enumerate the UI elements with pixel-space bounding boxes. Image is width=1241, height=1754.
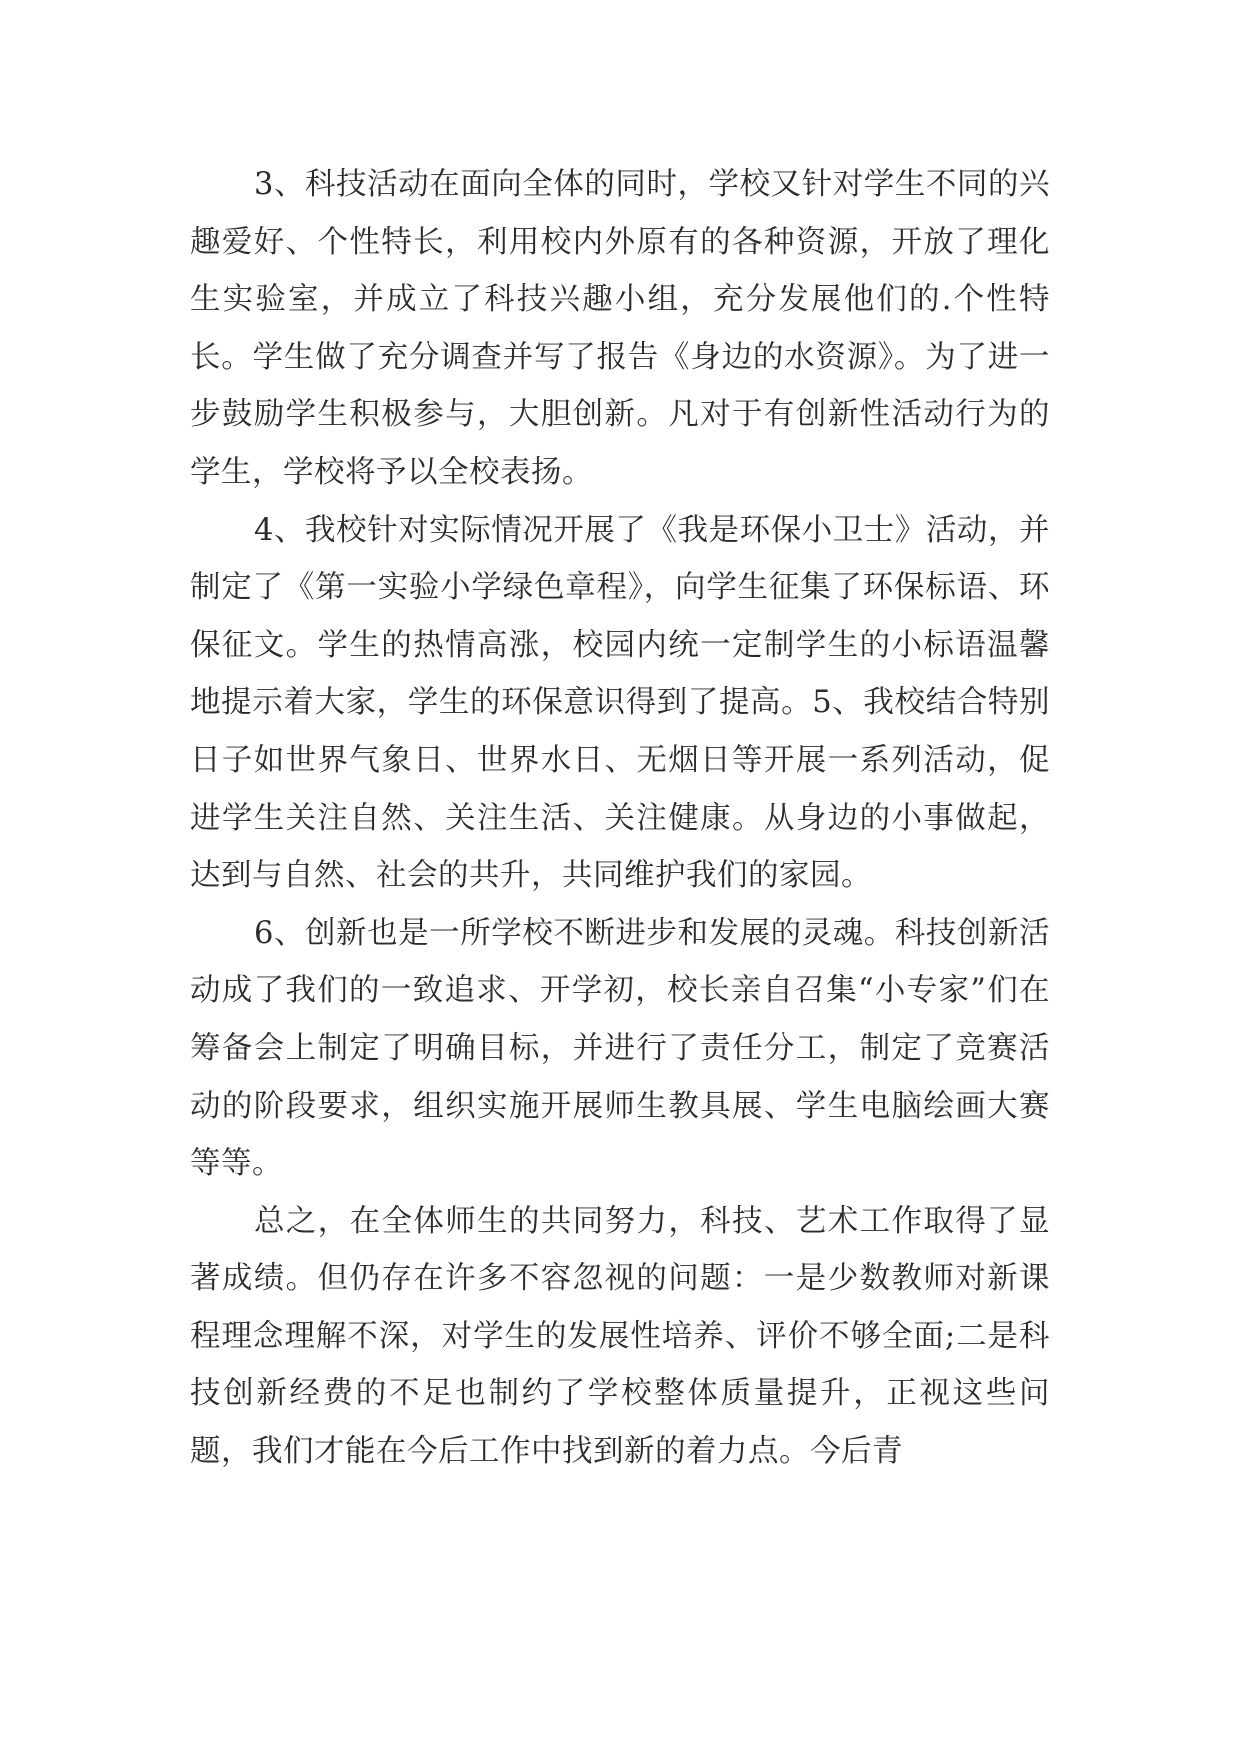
- paragraph-innovation: 6、创新也是一所学校不断进步和发展的灵魂。科技创新活动成了我们的一致追求、开学初，校长亲自召集“小专家”们在筹备会上制定了明确目标，并进行了责任分工，制定了竞赛活动的阶段要求，组织实施开展师生教具展、学生电脑绘画大赛等等。: [190, 915, 1050, 1182]
- paragraph-environmental-activities: 4、我校针对实际情况开展了《我是环保小卫士》活动，并制定了《第一实验小学绿色章程》，向学生征集了环保标语、环保征文。学生的热情高涨，校园内统一定制学生的小标语温馨地提示着大家，学生的环保意识得到了提高。5、我校结合特别日子如世界气象日、世界水日、无烟日等开展一系列活动，促进学生关注自然、关注生活、关注健康。从身边的小事做起，达到与自然、社会的共升，共同维护我们的家园。: [190, 512, 1050, 894]
- document-body: [190, 156, 1050, 1481]
- paragraph-summary: 总之，在全体师生的共同努力，科技、艺术工作取得了显著成绩。但仍存在许多不容忽视的问题：一是少数教师对新课程理念理解不深，对学生的发展性培养、评价不够全面;二是科技创新经费的不足也制约了学校整体质量提升，正视这些问题，我们才能在今后工作中找到新的着力点。今后青: [190, 1203, 1050, 1470]
- paragraph-science-activities: 3、科技活动在面向全体的同时，学校又针对学生不同的兴趣爱好、个性特长，利用校内外原有的各种资源，开放了理化生实验室，并成立了科技兴趣小组，充分发展他们的.个性特长。学生做了充分调查并写了报告《身边的水资源》。为了进一步鼓励学生积极参与，大胆创新。凡对于有创新性活动行为的学生，学校将予以全校表扬。: [190, 167, 1050, 490]
